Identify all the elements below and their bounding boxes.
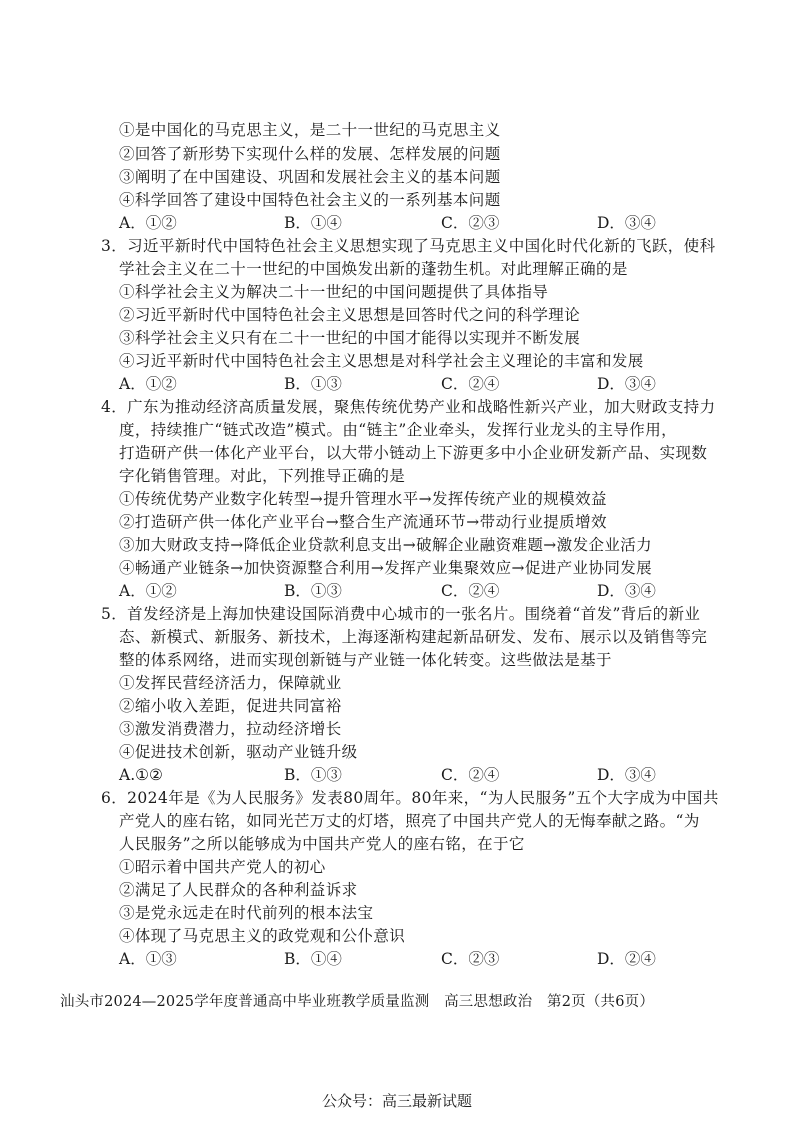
q3-option-a: A．①② [119, 375, 177, 393]
q2-item-4: ④科学回答了建设中国特色社会主义的一系列基本问题 [119, 191, 501, 209]
q3-stem-1: 3．习近平新时代中国特色社会主义思想实现了马克思主义中国化时代化新的飞跃，使科 [101, 237, 716, 255]
q4-option-c: C．②④ [441, 582, 500, 600]
q5-stem-2: 态、新模式、新服务、新技术，上海逐渐构建起新品研发、发布、展示以及销售等完 [119, 628, 708, 646]
q2-option-c: C．②③ [441, 214, 500, 232]
q5-option-a: A.①② [119, 766, 163, 784]
q6-option-b: B．①④ [284, 950, 342, 968]
page-footer: 汕头市2024—2025学年度普通高中毕业班教学质量监测 高三思想政治 第2页（共6页） [60, 994, 655, 1010]
q5-option-d: D．③④ [597, 766, 656, 784]
q6-item-4: ④体现了马克思主义的政党观和公仆意识 [119, 927, 406, 945]
q3-item-4: ④习近平新时代中国特色社会主义思想是对科学社会主义理论的丰富和发展 [119, 352, 644, 370]
q6-stem-1: 6．2024年是《为人民服务》发表80周年。80年来，“为人民服务”五个大字成为中国共 [101, 789, 719, 807]
q4-option-d: D．③④ [597, 582, 656, 600]
q2-option-d: D．③④ [597, 214, 656, 232]
q2-item-3: ③阐明了在中国建设、巩固和发展社会主义的基本问题 [119, 168, 501, 186]
q2-item-1: ①是中国化的马克思主义，是二十一世纪的马克思主义 [119, 121, 501, 139]
q3-option-c: C．②④ [441, 375, 500, 393]
q4-option-a: A．①② [119, 582, 177, 600]
q6-option-d: D．②④ [597, 950, 656, 968]
q3-option-b: B．①③ [284, 375, 342, 393]
q4-option-b: B．①③ [284, 582, 342, 600]
q6-item-3: ③是党永远走在时代前列的根本法宝 [119, 904, 374, 922]
q5-option-b: B．①③ [284, 766, 342, 784]
q6-item-2: ②满足了人民群众的各种利益诉求 [119, 881, 358, 899]
q4-item-3: ③加大财政支持→降低企业贷款利息支出→破解企业融资难题→激发企业活力 [119, 536, 653, 554]
q4-stem-2: 度，持续推广“链式改造”模式。由“链主”企业牵头，发挥行业龙头的主导作用， [119, 421, 677, 439]
q3-item-2: ②习近平新时代中国特色社会主义思想是回答时代之问的科学理论 [119, 306, 581, 324]
q6-option-c: C．②③ [441, 950, 500, 968]
q6-stem-3: 人民服务”之所以能够成为中国共产党人的座右铭，在于它 [119, 835, 525, 853]
q5-item-2: ②缩小收入差距，促进共同富裕 [119, 697, 342, 715]
q4-stem-1: 4．广东为推动经济高质量发展，聚焦传统优势产业和战略性新兴产业，加大财政支持力 [101, 398, 716, 416]
q4-item-2: ②打造研产供一体化产业平台→整合生产流通环节→带动行业提质增效 [119, 513, 607, 531]
q3-option-d: D．③④ [597, 375, 656, 393]
q5-item-1: ①发挥民营经济活力，保障就业 [119, 674, 342, 692]
q2-item-2: ②回答了新形势下实现什么样的发展、怎样发展的问题 [119, 145, 501, 163]
q6-item-1: ①昭示着中国共产党人的初心 [119, 858, 326, 876]
q2-option-b: B．①④ [284, 214, 342, 232]
q5-stem-3: 整的体系网络，进而实现创新链与产业链一体化转变。这些做法是基于 [119, 651, 612, 669]
q5-stem-1: 5．首发经济是上海加快建设国际消费中心城市的一张名片。围绕着“首发”背后的新业 [101, 605, 701, 623]
q3-stem-2: 学社会主义在二十一世纪的中国焕发出新的蓬勃生机。对此理解正确的是 [119, 260, 628, 278]
q4-item-4: ④畅通产业链条→加快资源整合利用→发挥产业集聚效应→促进产业协同发展 [119, 559, 653, 577]
q3-item-1: ①科学社会主义为解决二十一世纪的中国问题提供了具体指导 [119, 283, 549, 301]
q3-item-3: ③科学社会主义只有在二十一世纪的中国才能得以实现并不断发展 [119, 329, 581, 347]
q2-option-a: A．①② [119, 214, 177, 232]
q4-item-1: ①传统优势产业数字化转型→提升管理水平→发挥传统产业的规模效益 [119, 490, 607, 508]
q6-option-a: A．①③ [119, 950, 177, 968]
account-watermark: 公众号：高三最新试题 [321, 1092, 472, 1110]
q5-item-4: ④促进技术创新，驱动产业链升级 [119, 743, 358, 761]
q6-stem-2: 产党人的座右铭，如同光芒万丈的灯塔，照亮了中国共产党人的无悔奉献之路。“为 [119, 812, 700, 830]
q5-option-c: C．②④ [441, 766, 500, 784]
q4-stem-4: 字化销售管理。对此，下列推导正确的是 [119, 467, 406, 485]
q5-item-3: ③激发消费潜力，拉动经济增长 [119, 720, 342, 738]
q4-stem-3: 打造研产供一体化产业平台，以大带小链动上下游更多中小企业研发新产品、实现数 [119, 444, 708, 462]
